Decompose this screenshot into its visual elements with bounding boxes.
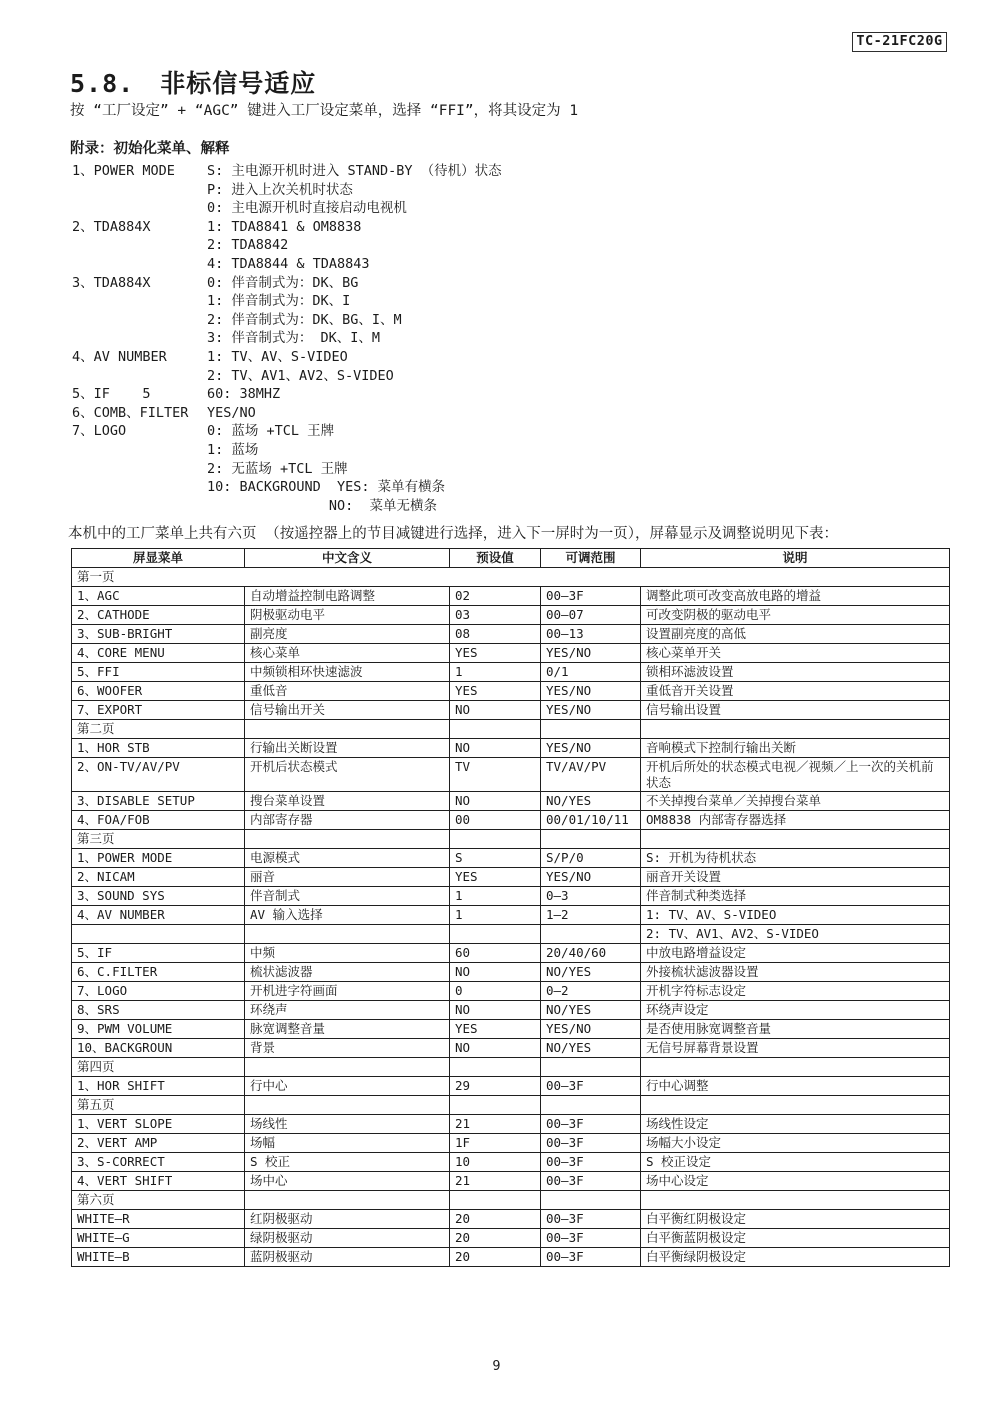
table-cell: 中频锁相环快速滤波 bbox=[245, 663, 450, 682]
column-header: 说明 bbox=[641, 549, 950, 568]
table-cell: YES/NO bbox=[541, 644, 641, 663]
table-row bbox=[72, 849, 950, 868]
table-cell: 20 bbox=[450, 1229, 541, 1248]
table-cell: 蓝阴极驱动 bbox=[245, 1248, 450, 1267]
table-cell: NO bbox=[450, 1039, 541, 1058]
page-number: 9 bbox=[492, 1358, 501, 1374]
table-cell: 中放电路增益设定 bbox=[641, 944, 950, 963]
table-intro: 本机中的工厂菜单上共有六页 （按遥控器上的节目减键进行选择，进入下一屏时为一页），屏幕显示及调整说明见下表： bbox=[68, 526, 838, 542]
table-cell: 内部寄存器 bbox=[245, 811, 450, 830]
table-cell: YES/NO bbox=[541, 739, 641, 758]
table-cell: 5、IF bbox=[72, 944, 245, 963]
table-row bbox=[72, 644, 950, 663]
table-cell: NO/YES bbox=[541, 792, 641, 811]
table-section-row bbox=[72, 1096, 950, 1115]
init-item-lines bbox=[207, 422, 445, 515]
table-cell: 中频 bbox=[245, 944, 450, 963]
table-cell: 开机后状态模式 bbox=[245, 758, 450, 792]
table-cell: 场幅 bbox=[245, 1134, 450, 1153]
table-cell: 白平衡绿阴极设定 bbox=[641, 1248, 950, 1267]
table-cell: S/P/0 bbox=[541, 849, 641, 868]
table-cell: 10 bbox=[450, 1153, 541, 1172]
table-cell: 29 bbox=[450, 1077, 541, 1096]
init-item-line: 0: 主电源开机时直接启动电视机 bbox=[207, 200, 407, 217]
table-cell: 1 bbox=[450, 906, 541, 925]
table-cell: YES/NO bbox=[541, 868, 641, 887]
table-cell: YES bbox=[450, 1020, 541, 1039]
init-item-line: 10: BACKGROUND YES: 菜单有横条 bbox=[207, 479, 446, 496]
table-cell: 环绕声设定 bbox=[641, 1001, 950, 1020]
table-section-row bbox=[72, 1191, 950, 1210]
table-cell: 场中心 bbox=[245, 1172, 450, 1191]
section-label: 第二页 bbox=[72, 720, 245, 739]
init-item-line: YES/NO bbox=[207, 404, 256, 421]
table-cell: 4、CORE MENU bbox=[72, 644, 245, 663]
init-item-label: 1、POWER MODE bbox=[72, 163, 175, 179]
table-cell: AV 输入选择 bbox=[245, 906, 450, 925]
table-cell: 1、HOR STB bbox=[72, 739, 245, 758]
table-cell: WHITE—R bbox=[72, 1210, 245, 1229]
init-item-line: 4: TDA8844 & TDA8843 bbox=[207, 255, 370, 272]
table-cell: 自动增益控制电路调整 bbox=[245, 587, 450, 606]
table-cell: 20 bbox=[450, 1248, 541, 1267]
table-cell bbox=[450, 830, 541, 849]
table-cell bbox=[641, 720, 950, 739]
table-cell bbox=[245, 1191, 450, 1210]
table-cell: 00 bbox=[450, 811, 541, 830]
table-cell: 行中心 bbox=[245, 1077, 450, 1096]
table-row bbox=[72, 811, 950, 830]
init-item-line: 2: 伴音制式为：DK、BG、I、M bbox=[207, 311, 402, 328]
table-cell: S 校正设定 bbox=[641, 1153, 950, 1172]
init-item-label: 2、TDA884X bbox=[72, 218, 151, 235]
table-section-row bbox=[72, 1058, 950, 1077]
table-cell: 1、POWER MODE bbox=[72, 849, 245, 868]
table-cell: 7、EXPORT bbox=[72, 701, 245, 720]
table-cell: 行输出关断设置 bbox=[245, 739, 450, 758]
table-row bbox=[72, 739, 950, 758]
table-cell: 重低音开关设置 bbox=[641, 682, 950, 701]
table-row bbox=[72, 1248, 950, 1267]
column-header: 预设值 bbox=[450, 549, 541, 568]
table-cell bbox=[541, 1191, 641, 1210]
init-item-line: 1: 伴音制式为：DK、I bbox=[207, 293, 351, 310]
table-cell: 00—3F bbox=[541, 1210, 641, 1229]
table-cell: 开机字符标志设定 bbox=[641, 982, 950, 1001]
table-cell: 信号输出开关 bbox=[245, 701, 450, 720]
init-item-line: 2: TDA8842 bbox=[207, 237, 289, 254]
table-row bbox=[72, 701, 950, 720]
table-row bbox=[72, 1134, 950, 1153]
table-cell bbox=[245, 925, 450, 944]
table-cell: NO/YES bbox=[541, 1039, 641, 1058]
table-cell bbox=[450, 720, 541, 739]
init-item-line: 2: 无蓝场 +TCL 王牌 bbox=[207, 460, 348, 477]
table-row bbox=[72, 606, 950, 625]
table-cell: NO bbox=[450, 1001, 541, 1020]
table-cell: 2、VERT AMP bbox=[72, 1134, 245, 1153]
table-cell: 音响模式下控制行输出关断 bbox=[641, 739, 950, 758]
table-cell: 是否使用脉宽调整音量 bbox=[641, 1020, 950, 1039]
table-cell: 4、FOA/FOB bbox=[72, 811, 245, 830]
init-item-line: S: 主电源开机时进入 STAND-BY （待机）状态 bbox=[207, 163, 502, 179]
init-item-line: 1: TV、AV、S-VIDEO bbox=[207, 348, 348, 365]
table-cell: 00—3F bbox=[541, 1229, 641, 1248]
table-cell: TV/AV/PV bbox=[541, 758, 641, 792]
table-cell: WHITE—G bbox=[72, 1229, 245, 1248]
init-item-lines bbox=[207, 385, 280, 404]
table-cell: 场幅大小设定 bbox=[641, 1134, 950, 1153]
table-cell: YES bbox=[450, 682, 541, 701]
table-cell: NO bbox=[450, 792, 541, 811]
table-cell bbox=[541, 925, 641, 944]
table-cell: 1F bbox=[450, 1134, 541, 1153]
table-cell: YES/NO bbox=[541, 1020, 641, 1039]
table-cell: TV bbox=[450, 758, 541, 792]
table-cell: 00—3F bbox=[541, 1115, 641, 1134]
section-label: 第五页 bbox=[72, 1096, 245, 1115]
table-row bbox=[72, 792, 950, 811]
table-cell: NO bbox=[450, 739, 541, 758]
table-row bbox=[72, 906, 950, 925]
table-cell: 红阴极驱动 bbox=[245, 1210, 450, 1229]
table-cell: 00—3F bbox=[541, 1153, 641, 1172]
init-menu-item bbox=[72, 162, 502, 218]
table-cell bbox=[245, 1058, 450, 1077]
table-cell: 外接梳状滤波器设置 bbox=[641, 963, 950, 982]
table-cell: 4、AV NUMBER bbox=[72, 906, 245, 925]
table-row bbox=[72, 1115, 950, 1134]
table-row bbox=[72, 1210, 950, 1229]
table-cell: 00—3F bbox=[541, 1172, 641, 1191]
table-cell bbox=[541, 830, 641, 849]
table-cell: 4、VERT SHIFT bbox=[72, 1172, 245, 1191]
table-cell: 20 bbox=[450, 1210, 541, 1229]
column-header: 可调范围 bbox=[541, 549, 641, 568]
table-cell: 脉宽调整音量 bbox=[245, 1020, 450, 1039]
table-cell: 60 bbox=[450, 944, 541, 963]
table-cell: 丽音 bbox=[245, 868, 450, 887]
column-header: 中文含义 bbox=[245, 549, 450, 568]
table-cell: 0 bbox=[450, 982, 541, 1001]
table-row bbox=[72, 963, 950, 982]
table-cell: 0—2 bbox=[541, 982, 641, 1001]
intro-text: 按 “工厂设定” + “AGC” 键进入工厂设定菜单，选择 “FFI”，将其设定为 1 bbox=[70, 103, 579, 119]
table-cell: 6、WOOFER bbox=[72, 682, 245, 701]
table-cell: 无信号屏幕背景设置 bbox=[641, 1039, 950, 1058]
table-cell bbox=[541, 1058, 641, 1077]
table-cell: 03 bbox=[450, 606, 541, 625]
table-cell: WHITE—B bbox=[72, 1248, 245, 1267]
section-label: 第三页 bbox=[72, 830, 245, 849]
table-cell: NO/YES bbox=[541, 963, 641, 982]
init-item-line: 60: 38MHZ bbox=[207, 386, 281, 403]
init-item-line: 3: 伴音制式为： DK、I、M bbox=[207, 330, 381, 347]
table-cell: 1—2 bbox=[541, 906, 641, 925]
section-title: 非标信号适应 bbox=[160, 69, 317, 98]
table-row bbox=[72, 1229, 950, 1248]
table-cell: 00—3F bbox=[541, 587, 641, 606]
init-item-lines bbox=[207, 404, 256, 423]
table-cell: 10、BACKGROUN bbox=[72, 1039, 245, 1058]
table-row bbox=[72, 587, 950, 606]
table-cell: 绿阴极驱动 bbox=[245, 1229, 450, 1248]
table-cell: 0—3 bbox=[541, 887, 641, 906]
appendix-heading: 附录：初始化菜单、解释 bbox=[70, 141, 230, 157]
init-item-line: P: 进入上次关机时状态 bbox=[207, 181, 353, 198]
column-header: 屏显菜单 bbox=[72, 549, 245, 568]
table-section-row bbox=[72, 568, 950, 587]
table-cell: 0/1 bbox=[541, 663, 641, 682]
table-cell: 副亮度 bbox=[245, 625, 450, 644]
section-number: 5.8. bbox=[70, 69, 135, 98]
table-cell: 开机进字符画面 bbox=[245, 982, 450, 1001]
table-cell bbox=[641, 1058, 950, 1077]
table-cell: 02 bbox=[450, 587, 541, 606]
table-cell: 1、AGC bbox=[72, 587, 245, 606]
table-cell bbox=[450, 1058, 541, 1077]
table-row bbox=[72, 982, 950, 1001]
table-cell: S 校正 bbox=[245, 1153, 450, 1172]
table-header-row bbox=[72, 549, 950, 568]
table-cell: 阴极驱动电平 bbox=[245, 606, 450, 625]
table-cell bbox=[541, 1096, 641, 1115]
table-row bbox=[72, 1001, 950, 1020]
table-cell: 核心菜单 bbox=[245, 644, 450, 663]
table-cell: 场线性 bbox=[245, 1115, 450, 1134]
table-cell: 1: TV、AV、S-VIDEO bbox=[641, 906, 950, 925]
table-row bbox=[72, 1039, 950, 1058]
table-cell: 背景 bbox=[245, 1039, 450, 1058]
section-label: 第一页 bbox=[72, 568, 950, 587]
table-cell: 7、LOGO bbox=[72, 982, 245, 1001]
init-item-line: 1: 蓝场 bbox=[207, 441, 259, 458]
init-item-label: 3、TDA884X bbox=[72, 274, 151, 291]
table-cell: NO bbox=[450, 701, 541, 720]
table-cell: 重低音 bbox=[245, 682, 450, 701]
table-row bbox=[72, 1077, 950, 1096]
table-cell bbox=[245, 1096, 450, 1115]
table-cell: 00—07 bbox=[541, 606, 641, 625]
table-row bbox=[72, 758, 950, 792]
table-cell: 白平衡蓝阴极设定 bbox=[641, 1229, 950, 1248]
table-row bbox=[72, 925, 950, 944]
init-item-line: 2: TV、AV1、AV2、S-VIDEO bbox=[207, 367, 394, 384]
table-cell bbox=[450, 1096, 541, 1115]
init-menu-item bbox=[72, 274, 502, 348]
table-cell bbox=[641, 1096, 950, 1115]
init-menu-item bbox=[72, 218, 502, 274]
table-cell: 3、SOUND SYS bbox=[72, 887, 245, 906]
init-menu-item bbox=[72, 422, 502, 515]
table-cell: S bbox=[450, 849, 541, 868]
table-cell: 08 bbox=[450, 625, 541, 644]
table-cell: 核心菜单开关 bbox=[641, 644, 950, 663]
table-cell: 1、HOR SHIFT bbox=[72, 1077, 245, 1096]
init-item-label: 7、LOGO bbox=[72, 423, 127, 440]
table-cell: 2、CATHODE bbox=[72, 606, 245, 625]
table-cell: YES/NO bbox=[541, 682, 641, 701]
table-row bbox=[72, 625, 950, 644]
table-cell bbox=[245, 830, 450, 849]
table-row bbox=[72, 944, 950, 963]
table-cell: 开机后所处的状态模式电视／视频／上一次的关机前状态 bbox=[641, 758, 950, 792]
init-item-lines bbox=[207, 348, 394, 385]
table-cell bbox=[641, 1191, 950, 1210]
table-cell: 6、C.FILTER bbox=[72, 963, 245, 982]
section-heading bbox=[70, 64, 316, 100]
section-label: 第四页 bbox=[72, 1058, 245, 1077]
table-section-row bbox=[72, 720, 950, 739]
init-item-lines bbox=[207, 218, 370, 274]
table-cell: 不关掉搜台菜单／关掉搜台菜单 bbox=[641, 792, 950, 811]
table-cell: 伴音制式种类选择 bbox=[641, 887, 950, 906]
table-cell: 场中心设定 bbox=[641, 1172, 950, 1191]
table-cell: NO/YES bbox=[541, 1001, 641, 1020]
table-row bbox=[72, 1172, 950, 1191]
table-cell: YES bbox=[450, 868, 541, 887]
table-section-row bbox=[72, 830, 950, 849]
table-cell: 场线性设定 bbox=[641, 1115, 950, 1134]
table-cell: 00—13 bbox=[541, 625, 641, 644]
table-cell: 21 bbox=[450, 1115, 541, 1134]
table-cell bbox=[450, 925, 541, 944]
table-cell: 00—3F bbox=[541, 1077, 641, 1096]
table-cell: 调整此项可改变高放电路的增益 bbox=[641, 587, 950, 606]
table-row bbox=[72, 868, 950, 887]
table-row bbox=[72, 663, 950, 682]
table-cell: 设置副亮度的高低 bbox=[641, 625, 950, 644]
table-cell: 00—3F bbox=[541, 1248, 641, 1267]
section-label: 第六页 bbox=[72, 1191, 245, 1210]
table-cell: 3、DISABLE SETUP bbox=[72, 792, 245, 811]
init-item-label: 5、IF 5 bbox=[72, 386, 151, 403]
table-cell bbox=[641, 830, 950, 849]
table-cell: 2、ON-TV/AV/PV bbox=[72, 758, 245, 792]
table-cell: 梳状滤波器 bbox=[245, 963, 450, 982]
table-cell: 8、SRS bbox=[72, 1001, 245, 1020]
table-cell: YES bbox=[450, 644, 541, 663]
table-cell: 1 bbox=[450, 663, 541, 682]
table-cell: 9、PWM VOLUME bbox=[72, 1020, 245, 1039]
table-cell: 信号输出设置 bbox=[641, 701, 950, 720]
init-menu-item bbox=[72, 404, 502, 423]
table-cell: 伴音制式 bbox=[245, 887, 450, 906]
init-item-lines bbox=[207, 162, 502, 218]
init-item-lines bbox=[207, 274, 402, 348]
table-cell: 可改变阴极的驱动电平 bbox=[641, 606, 950, 625]
init-item-label: 6、COMB、FILTER bbox=[72, 404, 189, 421]
table-cell: 1 bbox=[450, 887, 541, 906]
init-menu-list bbox=[72, 162, 502, 515]
table-cell: S: 开机为待机状态 bbox=[641, 849, 950, 868]
table-row bbox=[72, 682, 950, 701]
table-cell bbox=[72, 925, 245, 944]
table-cell: 00—3F bbox=[541, 1134, 641, 1153]
table-row bbox=[72, 1020, 950, 1039]
table-cell: 5、FFI bbox=[72, 663, 245, 682]
init-menu-item bbox=[72, 385, 502, 404]
table-cell bbox=[245, 720, 450, 739]
table-cell: 3、S-CORRECT bbox=[72, 1153, 245, 1172]
table-cell: OM8838 内部寄存器选择 bbox=[641, 811, 950, 830]
init-item-line: 0: 蓝场 +TCL 王牌 bbox=[207, 423, 335, 440]
table-cell: 2: TV、AV1、AV2、S-VIDEO bbox=[641, 925, 950, 944]
table-cell: 环绕声 bbox=[245, 1001, 450, 1020]
factory-menu-table bbox=[71, 548, 950, 1267]
table-row bbox=[72, 1153, 950, 1172]
table-cell: 锁相环滤波设置 bbox=[641, 663, 950, 682]
model-badge: TC-21FC20G bbox=[852, 32, 947, 52]
table-cell: YES/NO bbox=[541, 701, 641, 720]
table-cell: 2、NICAM bbox=[72, 868, 245, 887]
init-item-line: 0: 伴音制式为：DK、BG bbox=[207, 274, 359, 291]
table-cell bbox=[541, 720, 641, 739]
table-cell: 3、SUB-BRIGHT bbox=[72, 625, 245, 644]
table-cell: 搜台菜单设置 bbox=[245, 792, 450, 811]
table-cell: 电源模式 bbox=[245, 849, 450, 868]
table-cell: 1、VERT SLOPE bbox=[72, 1115, 245, 1134]
table-cell: 21 bbox=[450, 1172, 541, 1191]
table-cell: 20/40/60 bbox=[541, 944, 641, 963]
table-cell: 00/01/10/11 bbox=[541, 811, 641, 830]
init-menu-item bbox=[72, 348, 502, 385]
init-item-line: NO: 菜单无横条 bbox=[207, 497, 438, 514]
init-item-label: 4、AV NUMBER bbox=[72, 348, 167, 365]
init-item-line: 1: TDA8841 & OM8838 bbox=[207, 218, 362, 235]
table-cell: 行中心调整 bbox=[641, 1077, 950, 1096]
table-row bbox=[72, 887, 950, 906]
table-cell: 丽音开关设置 bbox=[641, 868, 950, 887]
table-cell bbox=[450, 1191, 541, 1210]
table-cell: 白平衡红阴极设定 bbox=[641, 1210, 950, 1229]
table-cell: NO bbox=[450, 963, 541, 982]
